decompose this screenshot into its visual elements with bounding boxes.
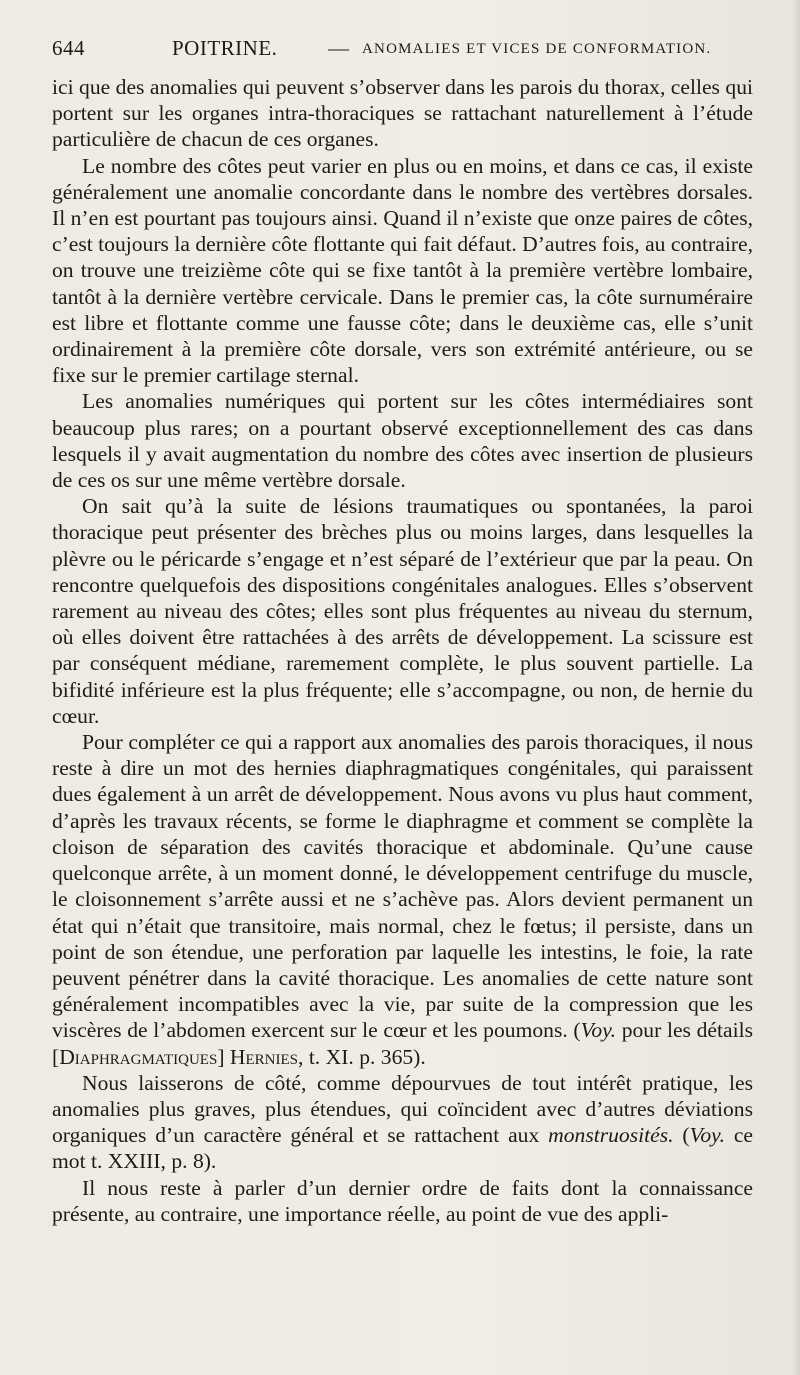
hernias-text: Pour compléter ce qui a rapport aux anomalies des parois thoraciques, il nous reste à dire un mot des hernies diaphragmatiques congénitales, qui paraissent dues également à un arrêt de développement. Nous avons vu plus haut comment, d’après les travaux récents, se forme le diaphragme et comment se complète la cloison de séparation des cavités thoracique et abdominale. Qu’une cause quelconque arrête, à un moment donné, le développement centrifuge du muscle, le cloisonnement s’arrête aussi et ne s’achève pas. Alors devient permanent un état qui n’était que transitoire, mais normal, chez le fœtus; il persiste, dans un point de son étendue, une perforation par laquelle les intestins, le foie, la rate peuvent pénétrer dans la cavité thoracique. Les anomalies de cette nature sont généralement incompatibles avec la vie, par suite de la compression que les viscères de l’abdomen exercent sur le cœur et les poumons. ( (52, 730, 753, 1043)
monstrosities-text: Nous laisserons de côté, comme dépourvues de tout intérêt pratique, les anomalies plus graves, plus étendues, qui coïncident avec d’autres déviations organiques d’un caractère général et se rattachent aux (52, 1070, 753, 1148)
running-head-dash: — (328, 36, 349, 60)
running-head (52, 32, 752, 64)
ref-bracket: ] (217, 1044, 230, 1069)
monstrosities-ref: ce mot t. XXIII, p. 8). (52, 1123, 753, 1174)
paragraph-continuation: ici que des anomalies qui peuvent s’observer dans les parois du thorax, celles qui portent sur les organes intra-thoraciques se rattachant naturellement à l’étude particulière de chacun de ces organes. (52, 75, 753, 152)
running-subtitle: ANOMALIES ET VICES DE CONFORMATION. (362, 41, 712, 57)
paragraph-ribs-number: Le nombre des côtes peut varier en plus ou en moins, et dans ce cas, il existe généralement une anomalie concordante dans le nombre des vertèbres dorsales. Il n’en est pourtant pas toujours ainsi. Quand il n’existe que onze paires de côtes, c’est toujours la dernière côte flottante qui fait défaut. D’autres fois, au contraire, on trouve une treizième côte qui se fixe tantôt à la première vertèbre lombaire, tantôt à la dernière vertèbre cervicale. Dans le premier cas, la côte surnuméraire est libre et flottante comme une fausse côte; dans le deuxième cas, elle s’unit ordinairement à la première côte dorsale, vers son extrémité antérieure, ou se fixe sur le premier cartilage sternal. (52, 153, 753, 388)
hernias-ref-end: , t. XI. p. 365). (298, 1044, 426, 1069)
body-text (52, 74, 753, 1227)
running-title: POITRINE. (172, 36, 278, 60)
ref-diaphragmatiques: Diaphragmatiques (59, 1044, 218, 1069)
voy-abbreviation: Voy. (689, 1123, 725, 1148)
paragraph-last-order: Il nous reste à parler d’un dernier ordre de faits dont la connaissance présente, au contraire, une importance réelle, au point de vue des appli- (52, 1175, 753, 1226)
monstrosities-paren: ( (673, 1123, 690, 1148)
voy-abbreviation: Voy. (580, 1018, 617, 1043)
paragraph-monstrosities (52, 1070, 753, 1175)
ref-hernies: Hernies (229, 1044, 299, 1069)
monstruosites-term: monstruosités. (548, 1123, 674, 1148)
hernias-ref-text: pour les détails [ (52, 1018, 753, 1069)
paragraph-thoracic-breaches: On sait qu’à la suite de lésions traumatiques ou spontanées, la paroi thoracique peut présenter des brèches plus ou moins larges, dans lesquelles la plèvre ou le péricarde s’engage et n’est séparé de l’extérieur que par la peau. On rencontre quelquefois des dispositions congénitales analogues. Elles s’observent rarement au niveau des côtes; elles sont plus fréquentes au niveau du sternum, où elles doivent être rattachées à des arrêts de développement. La scissure est par conséquent médiane, raremement complète, le plus souvent partielle. La bifidité inférieure est la plus fréquente; elle s’accompagne, ou non, de hernie du cœur. (52, 494, 753, 728)
page-number: 644 (52, 36, 85, 60)
paragraph-diaphragmatic-hernias (52, 729, 753, 1070)
paragraph-numeric-anomalies: Les anomalies numériques qui portent sur les côtes intermédiaires sont beaucoup plus rares; on a pourtant observé exceptionnellement des cas dans lesquels il y avait augmentation du nombre des côtes avec insertion de plusieurs de ces os sur une même vertèbre dorsale. (52, 389, 753, 493)
